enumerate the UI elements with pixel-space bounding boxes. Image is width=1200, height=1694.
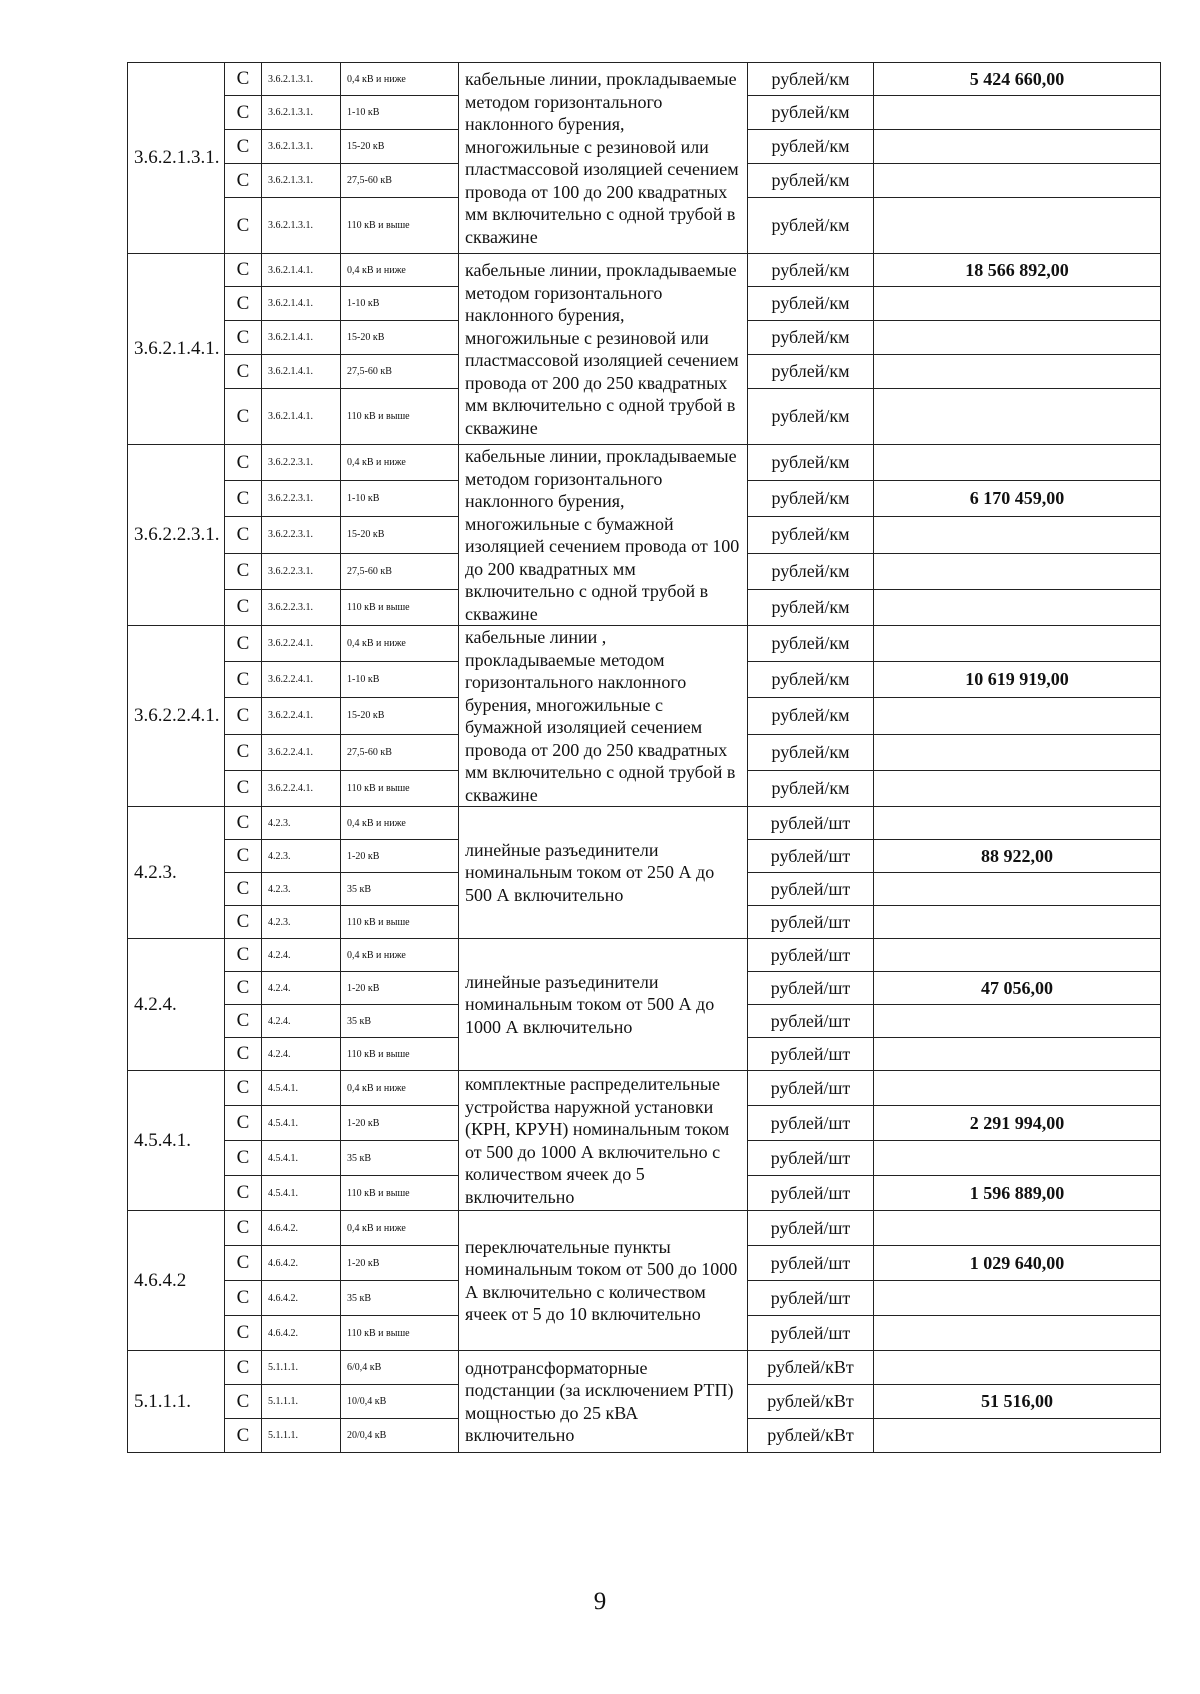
category-cell: С: [225, 1005, 262, 1038]
unit-cell: рублей/шт: [748, 1316, 874, 1351]
sub-code-cell: 4.2.4.: [262, 972, 341, 1005]
voltage-cell: 1-20 кВ: [341, 1246, 459, 1281]
sub-code-cell: 5.1.1.1.: [262, 1351, 341, 1385]
unit-cell: рублей/км: [748, 321, 874, 355]
price-cell: 10 619 919,00: [874, 662, 1161, 698]
unit-cell: рублей/км: [748, 130, 874, 164]
group-description: однотрансформаторные подстанции (за исключением РТП) мощностью до 25 кВА включительно: [459, 1351, 748, 1453]
sub-code-cell: 3.6.2.1.3.1.: [262, 130, 341, 164]
rates-table-body: [128, 63, 1161, 1453]
voltage-cell: 0,4 кВ и ниже: [341, 445, 459, 481]
price-cell: [874, 198, 1161, 254]
category-cell: С: [225, 198, 262, 254]
voltage-cell: 15-20 кВ: [341, 517, 459, 553]
voltage-cell: 0,4 кВ и ниже: [341, 939, 459, 972]
page-number: 9: [593, 1588, 607, 1615]
price-cell: [874, 164, 1161, 198]
category-cell: С: [225, 1176, 262, 1211]
unit-cell: рублей/шт: [748, 939, 874, 972]
sub-code-cell: 3.6.2.2.3.1.: [262, 589, 341, 625]
price-cell: [874, 906, 1161, 939]
voltage-cell: 110 кВ и выше: [341, 1316, 459, 1351]
price-cell: 1 029 640,00: [874, 1246, 1161, 1281]
category-cell: С: [225, 164, 262, 198]
voltage-cell: 1-20 кВ: [341, 840, 459, 873]
group-code: 3.6.2.1.3.1.: [128, 63, 225, 254]
category-cell: С: [225, 1106, 262, 1141]
sub-code-cell: 3.6.2.2.3.1.: [262, 517, 341, 553]
table-row: [128, 445, 1161, 481]
group-description: кабельные линии, прокладываемые методом горизонтального наклонного бурения, многожильные с резиновой или пластмассовой изоляцией сечением провода от 100 до 200 квадратных мм включительно с одной трубой в скважине: [459, 63, 748, 254]
voltage-cell: 27,5-60 кВ: [341, 553, 459, 589]
voltage-cell: 1-20 кВ: [341, 1106, 459, 1141]
price-cell: [874, 807, 1161, 840]
category-cell: С: [225, 939, 262, 972]
category-cell: С: [225, 445, 262, 481]
unit-cell: рублей/км: [748, 553, 874, 589]
unit-cell: рублей/км: [748, 517, 874, 553]
category-cell: С: [225, 662, 262, 698]
voltage-cell: 0,4 кВ и ниже: [341, 63, 459, 96]
voltage-cell: 110 кВ и выше: [341, 198, 459, 254]
voltage-cell: 0,4 кВ и ниже: [341, 807, 459, 840]
category-cell: С: [225, 1211, 262, 1246]
price-cell: [874, 1316, 1161, 1351]
table-row: [128, 939, 1161, 972]
sub-code-cell: 3.6.2.2.4.1.: [262, 662, 341, 698]
sub-code-cell: 4.2.3.: [262, 906, 341, 939]
table-row: [128, 807, 1161, 840]
sub-code-cell: 4.6.4.2.: [262, 1211, 341, 1246]
sub-code-cell: 3.6.2.1.3.1.: [262, 164, 341, 198]
unit-cell: рублей/шт: [748, 1005, 874, 1038]
sub-code-cell: 3.6.2.2.3.1.: [262, 445, 341, 481]
voltage-cell: 15-20 кВ: [341, 130, 459, 164]
price-cell: [874, 589, 1161, 625]
group-code: 4.6.4.2: [128, 1211, 225, 1351]
group-code: 5.1.1.1.: [128, 1351, 225, 1453]
unit-cell: рублей/шт: [748, 873, 874, 906]
category-cell: С: [225, 734, 262, 770]
sub-code-cell: 4.5.4.1.: [262, 1176, 341, 1211]
category-cell: С: [225, 389, 262, 445]
unit-cell: рублей/шт: [748, 972, 874, 1005]
voltage-cell: 10/0,4 кВ: [341, 1385, 459, 1419]
price-cell: [874, 734, 1161, 770]
table-row: [128, 1211, 1161, 1246]
voltage-cell: 15-20 кВ: [341, 698, 459, 734]
category-cell: С: [225, 626, 262, 662]
price-cell: [874, 770, 1161, 806]
sub-code-cell: 4.6.4.2.: [262, 1281, 341, 1316]
voltage-cell: 110 кВ и выше: [341, 589, 459, 625]
table-row: [128, 254, 1161, 287]
sub-code-cell: 3.6.2.1.3.1.: [262, 198, 341, 254]
category-cell: С: [225, 355, 262, 389]
group-description: кабельные линии, прокладываемые методом горизонтального наклонного бурения, многожильные с резиновой или пластмассовой изоляцией сечением провода от 200 до 250 квадратных мм включительно с одной трубой в скважине: [459, 254, 748, 445]
price-cell: [874, 1005, 1161, 1038]
category-cell: С: [225, 589, 262, 625]
price-cell: 6 170 459,00: [874, 481, 1161, 517]
price-cell: [874, 130, 1161, 164]
price-cell: [874, 389, 1161, 445]
sub-code-cell: 4.6.4.2.: [262, 1246, 341, 1281]
sub-code-cell: 3.6.2.1.4.1.: [262, 389, 341, 445]
price-cell: [874, 321, 1161, 355]
unit-cell: рублей/км: [748, 698, 874, 734]
group-code: 4.2.3.: [128, 807, 225, 939]
category-cell: С: [225, 1385, 262, 1419]
sub-code-cell: 3.6.2.2.3.1.: [262, 553, 341, 589]
price-cell: 88 922,00: [874, 840, 1161, 873]
voltage-cell: 27,5-60 кВ: [341, 164, 459, 198]
sub-code-cell: 5.1.1.1.: [262, 1419, 341, 1453]
voltage-cell: 35 кВ: [341, 873, 459, 906]
price-cell: [874, 626, 1161, 662]
voltage-cell: 35 кВ: [341, 1281, 459, 1316]
price-cell: 1 596 889,00: [874, 1176, 1161, 1211]
unit-cell: рублей/км: [748, 389, 874, 445]
voltage-cell: 1-10 кВ: [341, 96, 459, 130]
sub-code-cell: 3.6.2.1.4.1.: [262, 254, 341, 287]
unit-cell: рублей/км: [748, 662, 874, 698]
category-cell: С: [225, 1246, 262, 1281]
category-cell: С: [225, 840, 262, 873]
category-cell: С: [225, 1141, 262, 1176]
sub-code-cell: 4.2.3.: [262, 873, 341, 906]
price-cell: [874, 287, 1161, 321]
group-code: 4.5.4.1.: [128, 1071, 225, 1211]
price-cell: [874, 873, 1161, 906]
voltage-cell: 0,4 кВ и ниже: [341, 254, 459, 287]
price-cell: [874, 698, 1161, 734]
sub-code-cell: 4.5.4.1.: [262, 1141, 341, 1176]
sub-code-cell: 3.6.2.1.4.1.: [262, 321, 341, 355]
price-cell: 51 516,00: [874, 1385, 1161, 1419]
table-row: [128, 1351, 1161, 1385]
group-description: комплектные распределительные устройства наружной установки (КРН, КРУН) номинальным током от 500 до 1000 А включительно с количеством ячеек до 5 включительно: [459, 1071, 748, 1211]
group-code: 3.6.2.1.4.1.: [128, 254, 225, 445]
group-code: 3.6.2.2.4.1.: [128, 626, 225, 807]
unit-cell: рублей/шт: [748, 1211, 874, 1246]
voltage-cell: 110 кВ и выше: [341, 1038, 459, 1071]
category-cell: С: [225, 972, 262, 1005]
unit-cell: рублей/км: [748, 589, 874, 625]
unit-cell: рублей/шт: [748, 807, 874, 840]
unit-cell: рублей/км: [748, 481, 874, 517]
category-cell: С: [225, 698, 262, 734]
voltage-cell: 110 кВ и выше: [341, 770, 459, 806]
price-cell: [874, 355, 1161, 389]
category-cell: С: [225, 1038, 262, 1071]
category-cell: С: [225, 1351, 262, 1385]
sub-code-cell: 3.6.2.1.4.1.: [262, 287, 341, 321]
unit-cell: рублей/км: [748, 287, 874, 321]
unit-cell: рублей/км: [748, 198, 874, 254]
unit-cell: рублей/км: [748, 445, 874, 481]
price-cell: [874, 1211, 1161, 1246]
price-cell: 47 056,00: [874, 972, 1161, 1005]
unit-cell: рублей/шт: [748, 1176, 874, 1211]
unit-cell: рублей/кВт: [748, 1351, 874, 1385]
voltage-cell: 110 кВ и выше: [341, 389, 459, 445]
category-cell: С: [225, 807, 262, 840]
category-cell: С: [225, 517, 262, 553]
price-cell: [874, 553, 1161, 589]
table-row: [128, 626, 1161, 662]
voltage-cell: 0,4 кВ и ниже: [341, 626, 459, 662]
unit-cell: рублей/шт: [748, 1038, 874, 1071]
price-cell: [874, 517, 1161, 553]
voltage-cell: 110 кВ и выше: [341, 1176, 459, 1211]
unit-cell: рублей/км: [748, 164, 874, 198]
category-cell: С: [225, 553, 262, 589]
sub-code-cell: 3.6.2.1.4.1.: [262, 355, 341, 389]
sub-code-cell: 3.6.2.2.4.1.: [262, 734, 341, 770]
group-code: 3.6.2.2.3.1.: [128, 445, 225, 626]
sub-code-cell: 3.6.2.2.3.1.: [262, 481, 341, 517]
category-cell: С: [225, 1071, 262, 1106]
category-cell: С: [225, 254, 262, 287]
group-description: линейные разъединители номинальным током от 250 А до 500 А включительно: [459, 807, 748, 939]
voltage-cell: 1-10 кВ: [341, 287, 459, 321]
unit-cell: рублей/шт: [748, 1281, 874, 1316]
sub-code-cell: 4.6.4.2.: [262, 1316, 341, 1351]
table-row: [128, 1071, 1161, 1106]
price-cell: [874, 1071, 1161, 1106]
voltage-cell: 1-20 кВ: [341, 972, 459, 1005]
sub-code-cell: 4.2.4.: [262, 1038, 341, 1071]
voltage-cell: 20/0,4 кВ: [341, 1419, 459, 1453]
voltage-cell: 1-10 кВ: [341, 481, 459, 517]
unit-cell: рублей/км: [748, 254, 874, 287]
category-cell: С: [225, 321, 262, 355]
category-cell: С: [225, 770, 262, 806]
voltage-cell: 35 кВ: [341, 1141, 459, 1176]
category-cell: С: [225, 287, 262, 321]
voltage-cell: 27,5-60 кВ: [341, 734, 459, 770]
group-description: кабельные линии, прокладываемые методом горизонтального наклонного бурения, многожильные с бумажной изоляцией сечением провода от 100 до 200 квадратных мм включительно с одной трубой в скважине: [459, 445, 748, 626]
unit-cell: рублей/шт: [748, 1071, 874, 1106]
sub-code-cell: 4.2.3.: [262, 840, 341, 873]
price-cell: [874, 445, 1161, 481]
group-description: линейные разъединители номинальным током от 500 А до 1000 А включительно: [459, 939, 748, 1071]
category-cell: С: [225, 481, 262, 517]
category-cell: С: [225, 906, 262, 939]
price-cell: 2 291 994,00: [874, 1106, 1161, 1141]
voltage-cell: 1-10 кВ: [341, 662, 459, 698]
group-description: кабельные линии , прокладываемые методом горизонтального наклонного бурения, многожильные с бумажной изоляцией сечением провода от 200 до 250 квадратных мм включительно с одной трубой в скважине: [459, 626, 748, 807]
unit-cell: рублей/км: [748, 96, 874, 130]
category-cell: С: [225, 63, 262, 96]
price-cell: [874, 1038, 1161, 1071]
voltage-cell: 0,4 кВ и ниже: [341, 1211, 459, 1246]
sub-code-cell: 3.6.2.2.4.1.: [262, 698, 341, 734]
unit-cell: рублей/шт: [748, 1106, 874, 1141]
unit-cell: рублей/км: [748, 355, 874, 389]
sub-code-cell: 3.6.2.2.4.1.: [262, 770, 341, 806]
sub-code-cell: 4.2.3.: [262, 807, 341, 840]
voltage-cell: 27,5-60 кВ: [341, 355, 459, 389]
unit-cell: рублей/шт: [748, 1246, 874, 1281]
price-cell: [874, 96, 1161, 130]
unit-cell: рублей/кВт: [748, 1419, 874, 1453]
voltage-cell: 0,4 кВ и ниже: [341, 1071, 459, 1106]
price-cell: [874, 1281, 1161, 1316]
sub-code-cell: 4.5.4.1.: [262, 1106, 341, 1141]
unit-cell: рублей/шт: [748, 906, 874, 939]
price-cell: [874, 1419, 1161, 1453]
sub-code-cell: 3.6.2.1.3.1.: [262, 96, 341, 130]
price-cell: [874, 1141, 1161, 1176]
unit-cell: рублей/км: [748, 63, 874, 96]
sub-code-cell: 4.2.4.: [262, 939, 341, 972]
category-cell: С: [225, 130, 262, 164]
category-cell: С: [225, 96, 262, 130]
category-cell: С: [225, 1419, 262, 1453]
group-code: 4.2.4.: [128, 939, 225, 1071]
voltage-cell: 35 кВ: [341, 1005, 459, 1038]
unit-cell: рублей/кВт: [748, 1385, 874, 1419]
rates-table: [127, 62, 1161, 1453]
price-cell: [874, 939, 1161, 972]
sub-code-cell: 4.5.4.1.: [262, 1071, 341, 1106]
price-cell: [874, 1351, 1161, 1385]
sub-code-cell: 3.6.2.1.3.1.: [262, 63, 341, 96]
sub-code-cell: 3.6.2.2.4.1.: [262, 626, 341, 662]
group-description: переключательные пункты номинальным током от 500 до 1000 А включительно с количеством ячеек от 5 до 10 включительно: [459, 1211, 748, 1351]
unit-cell: рублей/шт: [748, 1141, 874, 1176]
sub-code-cell: 5.1.1.1.: [262, 1385, 341, 1419]
category-cell: С: [225, 873, 262, 906]
unit-cell: рублей/км: [748, 770, 874, 806]
unit-cell: рублей/км: [748, 626, 874, 662]
category-cell: С: [225, 1316, 262, 1351]
unit-cell: рублей/шт: [748, 840, 874, 873]
price-cell: 5 424 660,00: [874, 63, 1161, 96]
voltage-cell: 110 кВ и выше: [341, 906, 459, 939]
voltage-cell: 15-20 кВ: [341, 321, 459, 355]
voltage-cell: 6/0,4 кВ: [341, 1351, 459, 1385]
sub-code-cell: 4.2.4.: [262, 1005, 341, 1038]
price-cell: 18 566 892,00: [874, 254, 1161, 287]
category-cell: С: [225, 1281, 262, 1316]
unit-cell: рублей/км: [748, 734, 874, 770]
table-row: [128, 63, 1161, 96]
